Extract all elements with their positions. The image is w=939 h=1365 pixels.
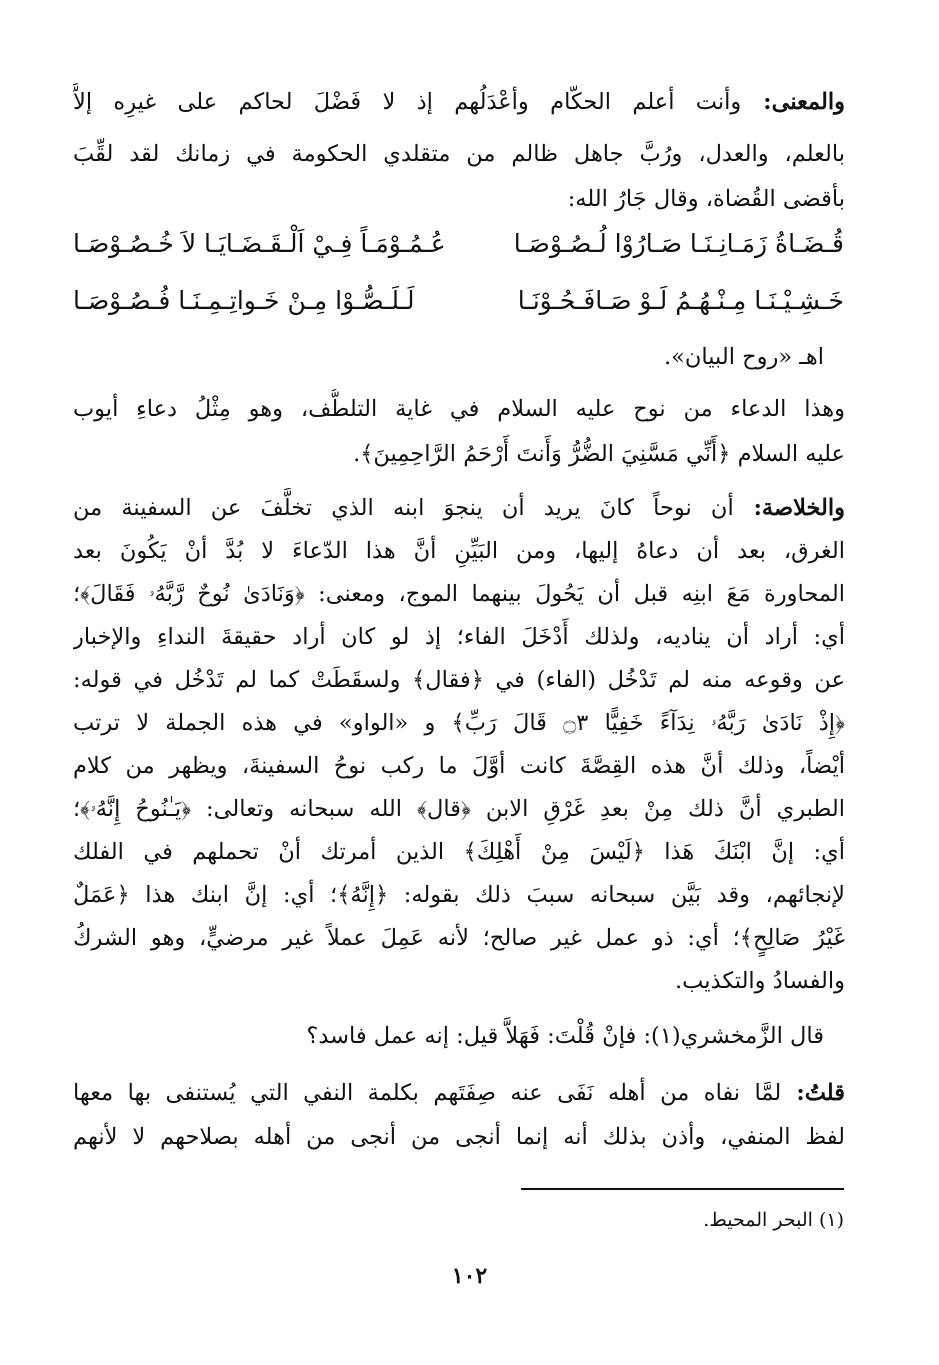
term-label: قلتُ: [781, 1080, 845, 1106]
text-line: أي: إنَّ ابْنَكَ هَذا ﴿لَيْسَ مِنْ أَهْلِكَ﴾ الذين أمرتك أنْ تحملهم في الفلك [73, 839, 845, 865]
text-line: والمعنى: وأنت أعلم الحكّام وأعْدَلُهم إذ لا فَضْلَ لحاكم على غيرِه إلاَّ [73, 89, 845, 115]
poem-verse-1-first-hemistich: قُـضَـاةُ زَمَـانِـنَـا صَـارُوْا لُـصُـوْصَـا [513, 229, 844, 258]
page-number: ١٠٢ [451, 1263, 488, 1289]
text-line: وهذا الدعاء من نوح عليه السلام في غاية التلطُّف، وهو مِثْلُ دعاءِ أيوب [73, 396, 845, 422]
text-line: ﴿إِذْ نَادَىٰ رَبَّهُۥ نِدَآءً خَفِيًّا ۝٣ قَالَ رَبِّ﴾ و «الواو» في هذه الجملة لا ترتب [73, 710, 845, 736]
poem-verse-2-second-hemistich: لَـلَـصُّـوْا مِـنْ خَـواتِـمِـنَـا فُـصُـوْصَـا [73, 286, 415, 315]
text-line: أي: أراد أن يناديه، ولذلك أَدْخَلَ الفاء؛ إذ لو كان أراد حقيقةَ النداءِ والإخبار [73, 624, 845, 650]
text-line: الغرق، بعد أن دعاهُ إليها، ومن البَيِّنِ أنَّ هذا الدّعاءَ لا بُدَّ أنْ يَكُونَ بعد [73, 538, 845, 564]
term-label: والمعنى: [741, 89, 845, 115]
text-line: المحاورة مَعَ ابنِه قبل أن يَحُولَ بينهما الموج، ومعنى: ﴿وَنَادَىٰ نُوحٌ رَّبَّهُۥ فَقَالَ﴾؛ [73, 581, 845, 607]
term-label: والخلاصة: [733, 495, 845, 521]
text-line: بالعلم، والعدل، ورُبَّ جاهل ظالم من متقلدي الحكومة في زمانك لقد لقِّبَ [73, 141, 845, 167]
poem-verse-2-first-hemistich: خَـشِـيْـنَـا مِـنْـهُـمُ لَـوْ صَـافَـحُـوْنَـا [517, 286, 844, 315]
text-line: قال الزَّمخشري(١): فإنْ قُلْتَ: فَهَلاَّ قيل: إنه عمل فاسد؟ [306, 1023, 824, 1049]
text-line: قلتُ: لمَّا نفاه من أهله نَفَى عنه صِفَتَهم بكلمة النفي التي يُستنفى بها معها [73, 1080, 845, 1106]
text-line: أيْضاً، وذلك أنَّ هذه القِصَّةَ كانت أوَّلَ ما ركب نوحُ السفينةَ، ويظهر من كلام [73, 753, 845, 779]
text-line: لفظ المنفي، وأذن بذلك أنه إنما أنجى من أنجى من أهله بصلاحهم لا لأنهم [73, 1124, 845, 1150]
source-citation: اهـ «روح البيان». [663, 344, 824, 370]
text-line: غَيْرُ صَالِحٍ﴾؛ أي: ذو عمل غير صالح؛ لأنه عَمِلَ عملاً غير مرضيٍّ، وهو الشركُ [73, 925, 845, 951]
poem-verse-1-second-hemistich: عُـمُـوْمَـاً فِـيْ اَلْـقَـضَـايَـا لاَ خُـصُـوْصَـا [73, 229, 446, 258]
text-line: الطبري أنَّ ذلك مِنْ بعدِ غَرْقِ الابن ﴿قال﴾ الله سبحانه وتعالى: ﴿يَـٰنُوحُ إِنَّهُۥ﴾؛ [73, 796, 845, 822]
text-line: بأقضى القُضاة، وقال جَارُ الله: [567, 186, 845, 212]
text-line: عن وقوعه منه لم تَدْخُل (الفاء) في ﴿فقال﴾ ولسقَطَتْ كما لم تَدْخُل في قوله: [73, 667, 845, 693]
text-line: والخلاصة: أن نوحاً كانَ يريد أن ينجوَ ابنه الذي تخلَّفَ عن السفينة من [73, 495, 845, 521]
text-line: والفسادُ والتكذيب. [675, 968, 845, 994]
text-line: لإنجائهم، وقد بَيَّن سبحانه سببَ ذلك بقوله: ﴿إِنَّهُ﴾؛ أي: إنَّ ابنك هذا ﴿عَمَلٌ [73, 882, 845, 908]
text-line: عليه السلام ﴿أَنِّي مَسَّنِيَ الضُّرُّ وَأَنتَ أَرْحَمُ الرَّاحِمِينَ﴾. [353, 441, 845, 467]
footnote-separator [521, 1188, 844, 1190]
footnote: (١) البحر المحيط. [703, 1209, 844, 1231]
